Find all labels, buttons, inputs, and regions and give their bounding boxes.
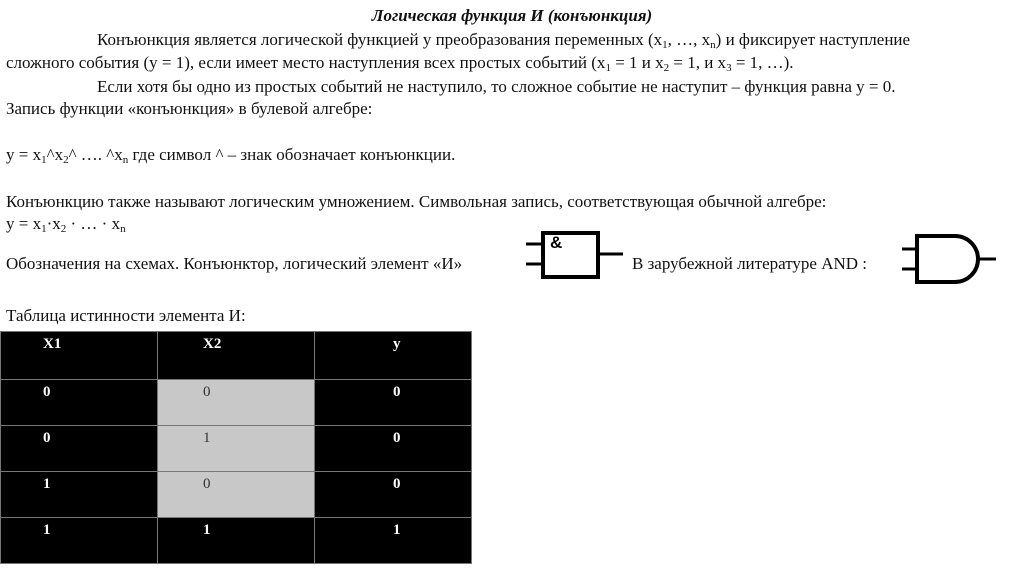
cell-x2: 0: [158, 380, 315, 426]
paragraph-1-line-1: [97, 30, 910, 50]
and-gate-icon: [900, 232, 1000, 286]
paragraph-4: Конъюнкцию также называют логическим умножением. Символьная запись, соответствующая обычной алгебре:: [6, 192, 827, 211]
table-row: [1, 518, 472, 564]
subscript: n: [710, 39, 716, 51]
table-row: [1, 380, 472, 426]
page-title: Логическая функция И (конъюнкция): [371, 6, 653, 25]
cell-y: 0: [315, 472, 472, 518]
paragraph-2: Если хотя бы одно из простых событий не наступило, то сложное событие не наступит – функция равна y = 0.: [97, 77, 896, 96]
text: Конъюнкция является логической функцией у преобразования переменных (x: [97, 30, 663, 49]
formula-conjunction: [6, 145, 455, 165]
gate-symbol: &: [550, 233, 563, 252]
cell-x1: 1: [1, 472, 158, 518]
text: · … · x: [66, 214, 121, 233]
subscript: 2: [60, 223, 67, 235]
header-x2: X2: [158, 332, 315, 380]
cell-y: 0: [315, 380, 472, 426]
cell-x1: 1: [1, 518, 158, 564]
paragraph-3: Запись функции «конъюнкция» в булевой алгебре:: [6, 99, 373, 118]
text: = 1 и x: [610, 53, 664, 72]
subscript: 2: [663, 62, 670, 74]
cell-x2: 0: [158, 472, 315, 518]
subscript: n: [122, 154, 129, 166]
table-row: [1, 472, 472, 518]
paragraph-1-line-2: [6, 53, 794, 73]
text: ^x: [46, 145, 64, 164]
subscript: 1: [662, 39, 668, 51]
text: = 1, и x: [669, 53, 727, 72]
subscript: 3: [726, 62, 732, 74]
text: где символ ^ – знак обозначает конъюнкции.: [128, 145, 456, 164]
subscript: 1: [41, 154, 47, 166]
formula-multiplication: [6, 214, 126, 234]
foreign-literature-text: В зарубежной литературе AND :: [632, 254, 868, 273]
subscript: n: [120, 223, 126, 235]
text: , …, x: [667, 30, 711, 49]
cell-x1: 0: [1, 380, 158, 426]
text: ·x: [46, 214, 61, 233]
table-caption: Таблица истинности элемента И:: [6, 306, 246, 325]
text: сложного события (y = 1), если имеет место наступления всех простых событий (x: [6, 53, 606, 72]
cell-y: 0: [315, 426, 472, 472]
text: y = x: [6, 214, 42, 233]
subscript: 1: [41, 223, 47, 235]
text: ^ …. ^x: [68, 145, 123, 164]
cell-x2: 1: [158, 518, 315, 564]
header-y: y: [315, 332, 472, 380]
cell-y: 1: [315, 518, 472, 564]
schema-text: Обозначения на схемах. Конъюнктор, логический элемент «И»: [6, 254, 463, 273]
subscript: 2: [63, 154, 69, 166]
cell-x1: 0: [1, 426, 158, 472]
text: ) и фиксирует наступление: [715, 30, 911, 49]
text: = 1, …).: [731, 53, 794, 72]
conjunctor-gate-icon: [526, 227, 626, 283]
text: y = x: [6, 145, 42, 164]
table-header-row: [1, 332, 472, 380]
header-x1: X1: [1, 332, 158, 380]
subscript: 1: [605, 62, 611, 74]
table-row: [1, 426, 472, 472]
cell-x2: 1: [158, 426, 315, 472]
truth-table: [0, 331, 472, 564]
